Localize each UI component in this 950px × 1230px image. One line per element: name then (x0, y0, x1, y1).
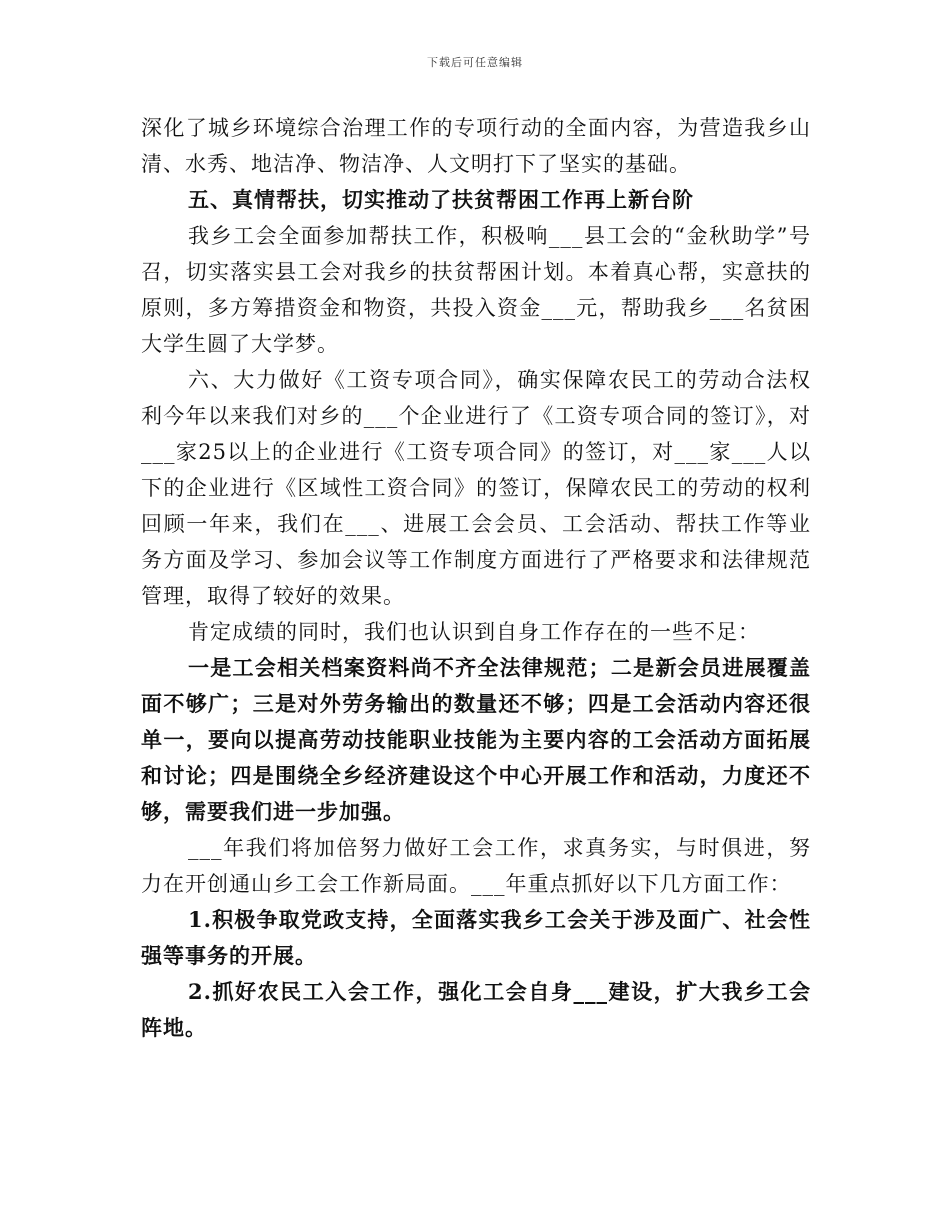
paragraph-wage-contract: 六、大力做好《工资专项合同》，确实保障农民工的劳动合法权利今年以来我们对乡的___个企业进行了《工资专项合同的签订》，对___家25以上的企业进行《工资专项合同》的签订，对___家___人以下的企业进行《区域性工资合同》的签订，保障农民工的劳动的权利回顾一年来，我们在___、进展工会会员、工会活动、帮扶工作等业务方面及学习、参加会议等工作制度方面进行了严格要求和法律规范管理，取得了较好的效果。 (141, 368, 811, 608)
section-heading-5: 五、真情帮扶，切实推动了扶贫帮困工作再上新台阶 (188, 187, 694, 212)
paragraph-shortcomings-intro: 肯定成绩的同时，我们也认识到自身工作存在的一些不足： (188, 620, 760, 644)
list-item-1: 1.积极争取党政支持，全面落实我乡工会关于涉及面广、社会性强等事务的开展。 (141, 907, 811, 968)
document-body (141, 110, 811, 1046)
paragraph-poverty-aid: 我乡工会全面参加帮扶工作，积极响___县工会的“金秋助学”号召，切实落实县工会对我乡的扶贫帮困计划。本着真心帮，实意扶的原则，多方筹措资金和物资，共投入资金___元，帮助我乡___名贫困大学生圆了大学梦。 (141, 224, 811, 356)
paragraph-continuation: 深化了城乡环境综合治理工作的专项行动的全面内容，为营造我乡山清、水秀、地洁净、物洁净、人文明打下了坚实的基础。 (141, 116, 811, 176)
paragraph-shortcomings: 一是工会相关档案资料尚不齐全法律规范；二是新会员进展覆盖面不够广；三是对外劳务输出的数量还不够；四是工会活动内容还很单一，要向以提高劳动技能职业技能为主要内容的工会活动方面拓展和讨论；四是围绕全乡经济建设这个中心开展工作和活动，力度还不够，需要我们进一步加强。 (141, 655, 811, 824)
page-header: 下载后可任意编辑 (427, 56, 523, 69)
paragraph-next-year: ___年我们将加倍努力做好工会工作，求真务实，与时俱进，努力在开创通山乡工会工作新局面。___年重点抓好以下几方面工作： (141, 836, 811, 896)
list-item-2: 2.抓好农民工入会工作，强化工会自身___建设，扩大我乡工会阵地。 (141, 979, 811, 1040)
